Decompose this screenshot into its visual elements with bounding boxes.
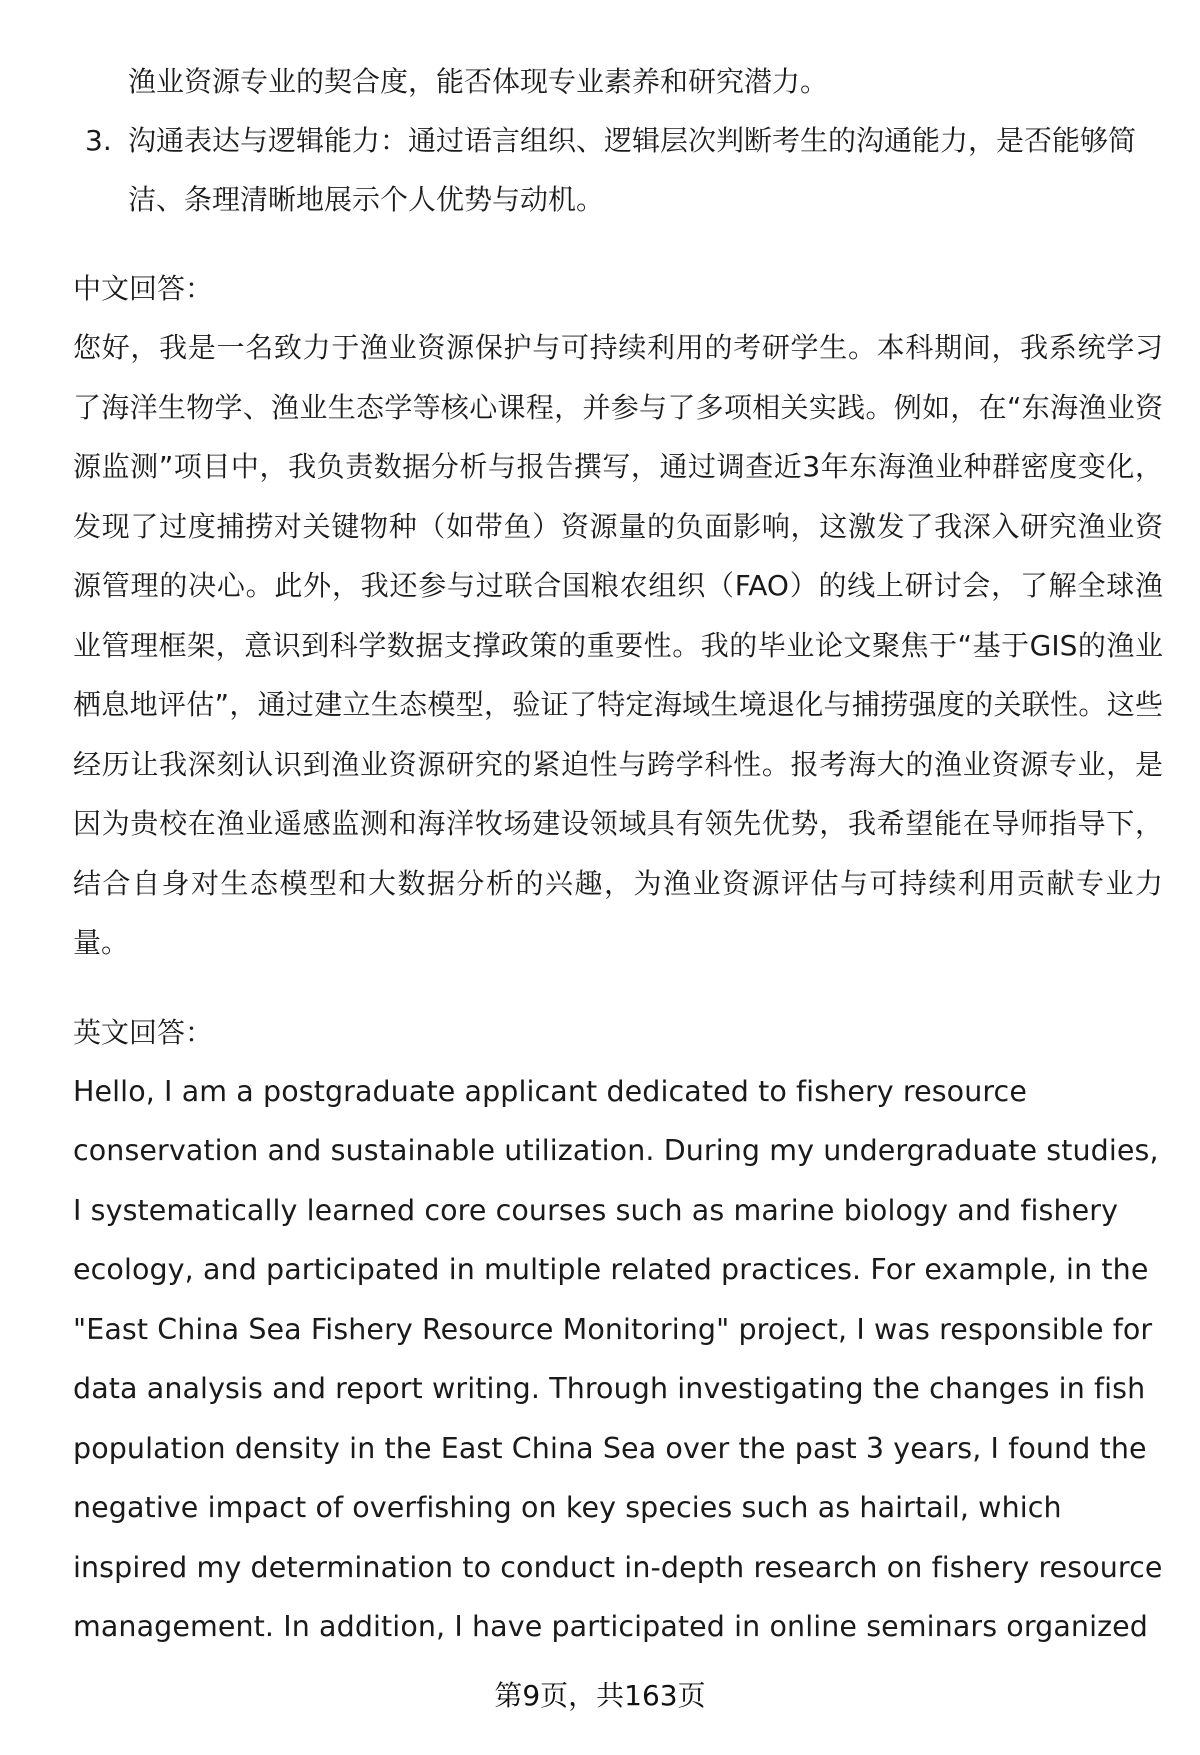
page-number: 第9页，共163页 — [494, 1679, 706, 1712]
list-item-3 — [73, 111, 1163, 229]
list-item-3-number: 3. — [85, 124, 112, 157]
list-item-2-continuation: 渔业资源专业的契合度，能否体现专业素养和研究潜力。 — [128, 65, 829, 98]
page-content — [73, 52, 1163, 1657]
chinese-answer-body: 您好，我是一名致力于渔业资源保护与可持续利用的考研学生。本科期间，我系统学习了海洋生物学、渔业生态学等核心课程，并参与了多项相关实践。例如，在“东海渔业资源监测”项目中，我负责数据分析与报告撰写，通过调查近3年东海渔业种群密度变化，发现了过度捕捞对关键物种（如带鱼）资源量的负面影响，这激发了我深入研究渔业资源管理的决心。此外，我还参与过联合国粮农组织（FAO）的线上研讨会，了解全球渔业管理框架，意识到科学数据支撑政策的重要性。我的毕业论文聚焦于“基于GIS的渔业栖息地评估”，通过建立生态模型，验证了特定海域生境退化与捕捞强度的关联性。这些经历让我深刻认识到渔业资源研究的紧迫性与跨学科性。报考海大的渔业资源专业，是因为贵校在渔业遥感监测和海洋牧场建设领域具有领先优势，我希望能在导师指导下，结合自身对生态模型和大数据分析的兴趣，为渔业资源评估与可持续利用贡献专业力量。 — [73, 331, 1163, 959]
chinese-answer-heading: 中文回答： — [73, 272, 214, 305]
english-answer-body: Hello, I am a postgraduate applicant dedicated to fishery resource conservation and sustainable utilization. During my undergraduate studies, I systematically learned core courses such as marine biology and fishery ecology, and participated in multiple related practices. For example, in the "East China Sea Fishery Resource Monitoring" project, I was responsible for data analysis and report writing. Through investigating the changes in fish population density in the East China Sea over the past 3 years, I found the negative impact of overfishing on key species such as hairtail, which inspired my determination to conduct in-depth research on fishery resource management. In addition, I have participated in online seminars organized — [73, 1074, 1163, 1643]
english-answer-heading: 英文回答： — [73, 1015, 214, 1049]
list-item-3-text: 沟通表达与逻辑能力：通过语言组织、逻辑层次判断考生的沟通能力，是否能够简洁、条理清晰地展示个人优势与动机。 — [128, 124, 1137, 216]
